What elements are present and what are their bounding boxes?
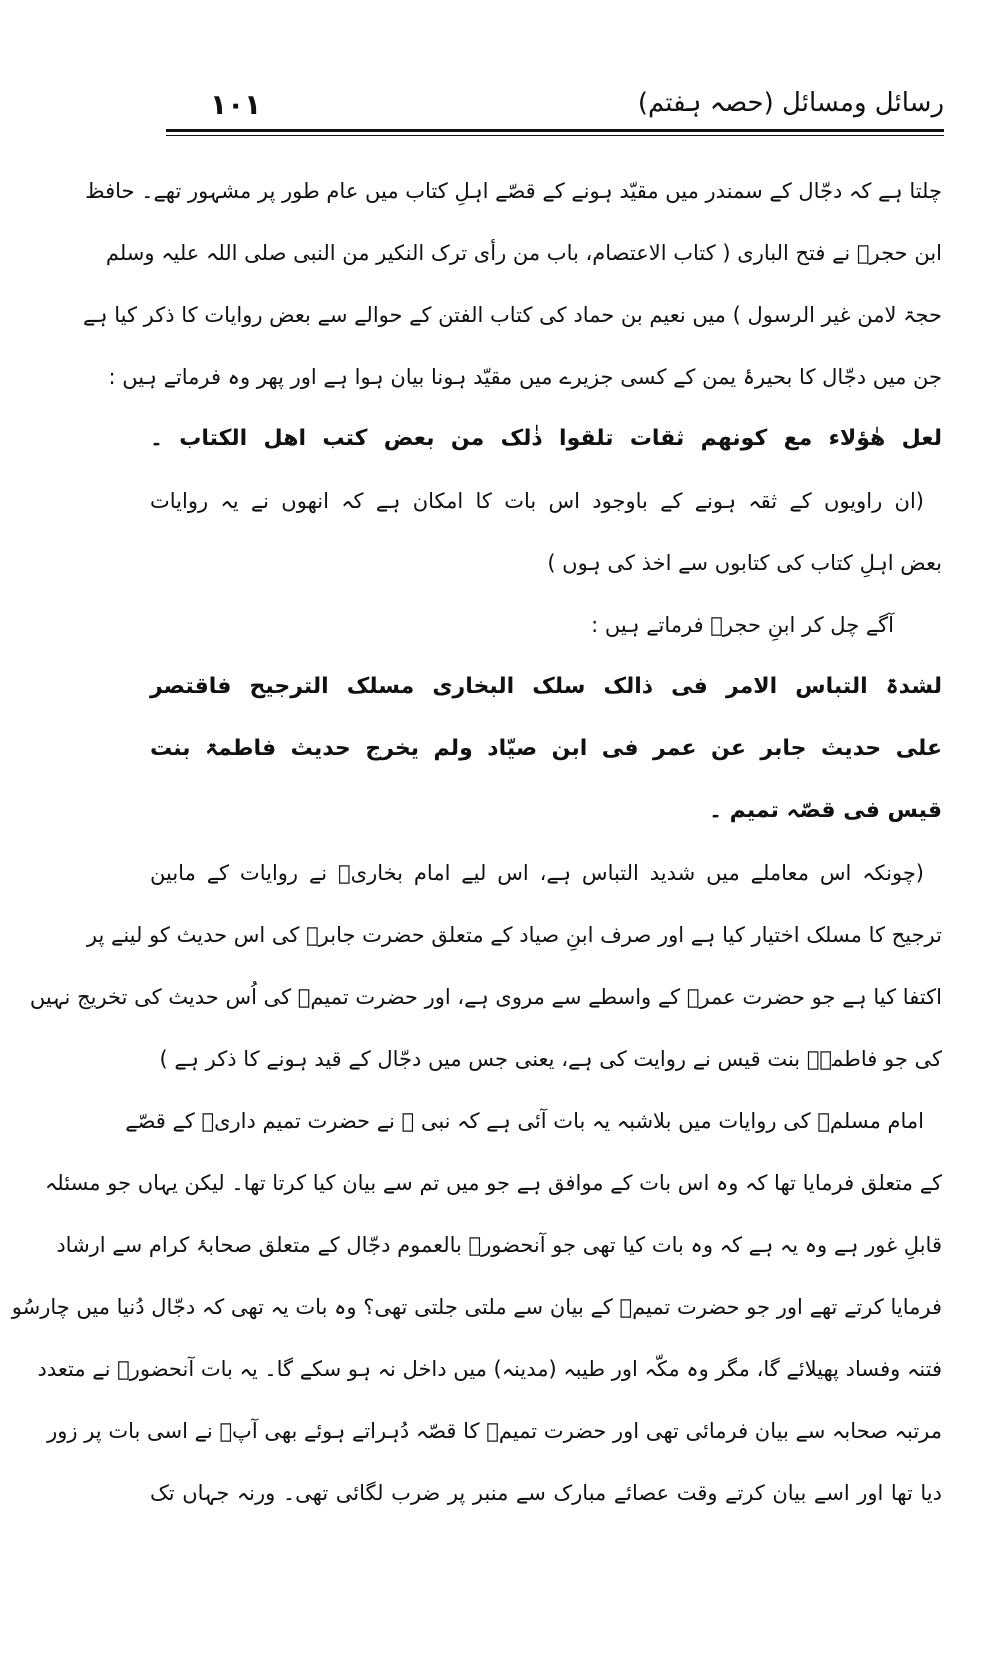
text-line: ابن حجرؒ نے فتح الباری ( کتاب الاعتصام، باب من رأی ترک النکیر من النبی صلی اللہ علیہ وسلم xyxy=(105,241,942,265)
text-line: جن میں دجّال کا بحیرۂ یمن کے کسی جزیرے میں مقیّد ہونا بیان ہوا ہے اور پھر وہ فرماتے ہیں : xyxy=(108,365,942,389)
text-line: آگے چل کر ابنِ حجرؒ فرماتے ہیں : xyxy=(591,613,894,637)
text-line: حجۃ لامن غیر الرسول ) میں نعیم بن حماد کی کتاب الفتن کے حوالے سے بعض روایات کا ذکر کیا ہے xyxy=(82,303,942,327)
text-line: ترجیح کا مسلک اختیار کیا ہے اور صرف ابنِ صیاد کے متعلق حضرت جابرؓ کی اس حدیث کو لینے پر xyxy=(86,923,942,947)
text-line: دیا تھا اور اسے بیان کرتے وقت عصائے مبارک سے منبر پر ضرب لگائی تھی۔ ورنہ جہاں تک xyxy=(150,1481,942,1505)
page-number: ١٠١ xyxy=(210,88,262,121)
text-line: چلتا ہے کہ دجّال کے سمندر میں مقیّد ہونے کے قصّے اہلِ کتاب میں عام طور پر مشہور تھے۔ حافظ xyxy=(85,179,942,203)
text-line: فرمایا کرتے تھے اور جو حضرت تمیمؓ کے بیان سے ملتی جلتی تھی؟ وہ بات یہ تھی کہ دجّال دُنیا میں چارسُو xyxy=(11,1295,942,1319)
text-line: کی جو فاطمہؓ بنت قیس نے روایت کی ہے، یعنی جس میں دجّال کے قید ہونے کا ذکر ہے ) xyxy=(159,1047,942,1071)
text-line: اکتفا کیا ہے جو حضرت عمرؓ کے واسطے سے مروی ہے، اور حضرت تمیمؓ کی اُس حدیث کی تخریج نہیں xyxy=(29,985,942,1009)
text-line: (ان راویوں کے ثقہ ہونے کے باوجود اس بات کا امکان ہے کہ انھوں نے یہ روایات xyxy=(150,489,924,513)
text-line: مرتبہ صحابہ سے بیان فرمائی تھی اور حضرت تمیمؓ کا قصّہ دُہراتے ہوئے بھی آپؐ نے اسی بات پر زور xyxy=(47,1419,942,1443)
arabic-quote-line: علی حدیث جابر عن عمر فی ابن صیّاد ولم یخرج حدیث فاطمۃ بنت xyxy=(150,736,942,761)
text-line: فتنہ وفساد پھیلائے گا، مگر وہ مکّہ اور طیبہ (مدینہ) میں داخل نہ ہو سکے گا۔ یہ بات آنحضورؐ نے متعدد xyxy=(37,1357,942,1381)
arabic-quote-line: قیس فی قصّہ تمیم ۔ xyxy=(709,798,942,823)
running-title: رسائل ومسائل (حصہ ہفتم) xyxy=(637,88,944,118)
text-line: امام مسلمؒ کی روایات میں بلاشبہ یہ بات آئی ہے کہ نبی ﷺ نے حضرت تمیم داریؓ کے قصّے xyxy=(125,1109,924,1133)
arabic-quote-line: لعل ھٰؤلاء مع کونھم ثقات تلقوا ذٰلک من بعض کتب اھل الکتاب ۔ xyxy=(150,426,942,451)
text-line: قابلِ غور ہے وہ یہ ہے کہ وہ بات کیا تھی جو آنحضورؐ بالعموم دجّال کے متعلق صحابۂ کرام سے ارشاد xyxy=(56,1233,942,1257)
text-line: (چونکہ اس معاملے میں شدید التباس ہے، اس لیے امام بخاریؒ نے روایات کے مابین xyxy=(150,861,924,885)
text-line: کے متعلق فرمایا تھا کہ وہ اس بات کے موافق ہے جو میں تم سے بیان کیا کرتا تھا۔ لیکن یہاں جو مسئلہ xyxy=(44,1171,942,1195)
text-line: بعض اہلِ کتاب کی کتابوں سے اخذ کی ہوں ) xyxy=(547,551,942,575)
body-text xyxy=(11,160,942,1524)
header-rule xyxy=(166,129,944,132)
header-rule-thin xyxy=(166,135,944,136)
arabic-quote-line: لشدۃ التباس الامر فی ذالک سلک البخاری مسلک الترجیح فاقتصر xyxy=(150,674,942,699)
